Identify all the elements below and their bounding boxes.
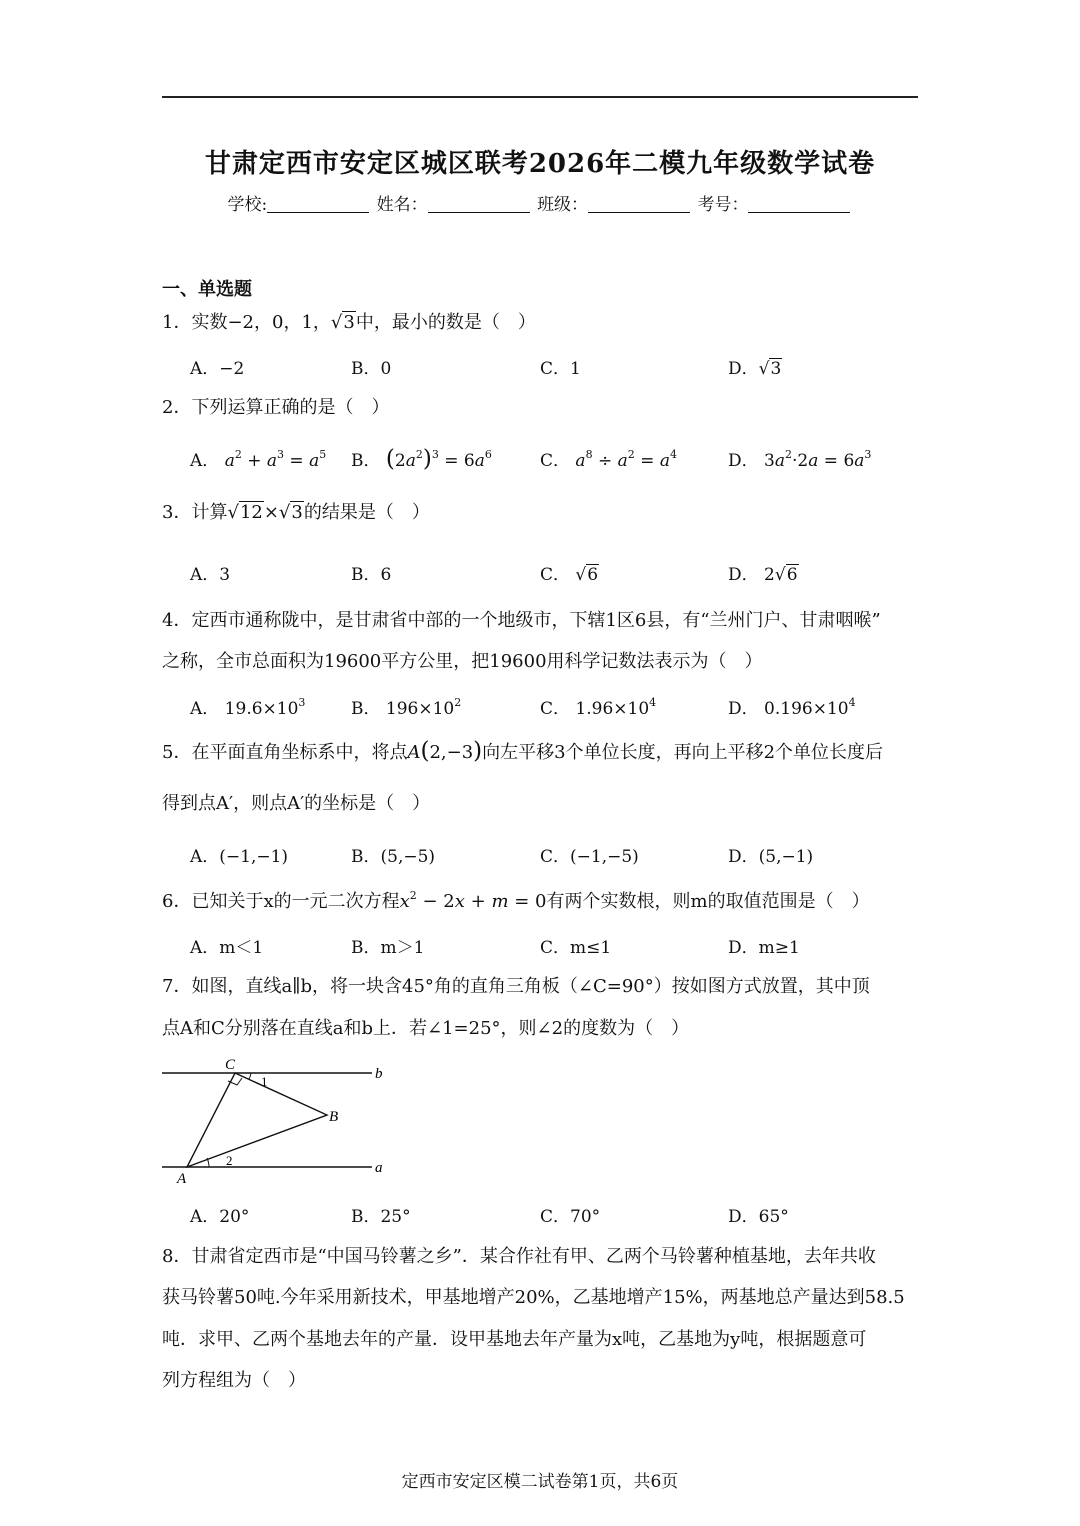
name-field[interactable] [428, 194, 530, 213]
option-b[interactable]: B． $(2a^2)^3 = 6a^6$ [351, 446, 492, 472]
option-c[interactable]: C．(−1,−5) [540, 847, 639, 867]
question-7-line-1: 7．如图，直线a∥b，将一块含45°角的直角三角板（∠C=90°）按如图方式放置，其中顶 [162, 976, 870, 997]
option-b[interactable]: B．25° [351, 1207, 411, 1227]
question-8-line-3: 吨．求甲、乙两个基地去年的产量．设甲基地去年产量为x吨，乙基地为y吨，根据题意可 [162, 1329, 867, 1350]
question-6: 6．已知关于x的一元二次方程$x^2 - 2x + m = 0$有两个实数根，则m的取值范围是（ ） [162, 889, 870, 912]
label-c: C [225, 1057, 236, 1073]
question-8-line-1: 8．甘肃省定西市是“中国马铃薯之乡”．某合作社有甲、乙两个马铃薯种植基地，去年共收 [162, 1246, 876, 1267]
exam-no-field[interactable] [748, 194, 850, 213]
question-4-line-1: 4．定西市通称陇中，是甘肃省中部的一个地级市，下辖1区6县，有“兰州门户、甘肃咽喉” [162, 610, 881, 631]
question-1 [162, 311, 536, 335]
sqrt-3: √3 [330, 312, 355, 333]
question-3 [162, 501, 430, 525]
sqrt-12-times-sqrt-3: √12×√3 [227, 502, 303, 523]
exam-title: 甘肃定西市安定区城区联考2026年二模九年级数学试卷 [204, 149, 876, 179]
option-a[interactable]: A．−2 [190, 359, 245, 379]
top-rule [162, 96, 918, 98]
question-2: 2．下列运算正确的是（ ） [162, 397, 390, 418]
question-4-line-2: 之称，全市总面积为19600平方公里，把19600用科学记数法表示为（ ） [162, 651, 763, 672]
question-text: 3．计算 [162, 502, 228, 523]
option-b[interactable]: B．(5,−5) [351, 847, 436, 867]
option-d[interactable]: D． 2√6 [728, 565, 798, 585]
angle-1-arc [249, 1073, 251, 1079]
school-field[interactable] [267, 194, 369, 213]
question-5-line-2: 得到点A′，则点A′的坐标是（ ） [162, 793, 431, 814]
question-8-line-4: 列方程组为（ ） [162, 1370, 306, 1391]
student-info-row [0, 190, 1080, 215]
option-a[interactable]: A． $a^2 + a^3 = a^5$ [190, 448, 327, 471]
page-footer: 定西市安定区模二试卷第1页，共6页 [401, 1472, 679, 1492]
question-text: 的结果是（ ） [303, 502, 430, 523]
option-d[interactable]: D．√3 [728, 359, 782, 379]
option-d[interactable]: D．65° [728, 1207, 789, 1227]
option-b[interactable]: B．m＞1 [351, 938, 425, 958]
option-d[interactable]: D．m≥1 [728, 938, 800, 958]
question-number: 1． [162, 312, 192, 333]
label-2: 2 [226, 1153, 233, 1168]
option-a[interactable]: A．(−1,−1) [190, 847, 289, 867]
question-5-line-1: 5．在平面直角坐标系中，将点A(2,−3)向左平移3个单位长度，再向上平移2个单位长度后 [162, 738, 884, 764]
label-line-a: a [375, 1160, 383, 1176]
question-7-line-2: 点A和C分别落在直线a和b上．若∠1=25°，则∠2的度数为（ ） [162, 1018, 690, 1039]
option-a[interactable]: A．20° [190, 1207, 250, 1227]
question-text: 中，最小的数是（ ） [355, 312, 536, 333]
class-field[interactable] [588, 194, 690, 213]
option-b[interactable]: B． $196\times 10^2$ [351, 696, 462, 719]
class-label: 班级： [537, 195, 589, 215]
option-a[interactable]: A．m＜1 [190, 938, 264, 958]
question-8-line-2: 获马铃薯50吨.今年采用新技术，甲基地增产20%，乙基地增产15%，两基地总产量达到58.5 [162, 1287, 905, 1308]
label-1: 1 [261, 1074, 268, 1089]
option-c[interactable]: C． √6 [540, 565, 599, 585]
option-c[interactable]: C． $1.96\times 10^4$ [540, 696, 657, 719]
section-heading: 一、单选题 [162, 279, 252, 300]
option-c[interactable]: C．1 [540, 359, 581, 379]
label-line-b: b [375, 1066, 383, 1082]
label-b-vertex: B [329, 1109, 339, 1125]
option-c[interactable]: C． $a^8 \div a^2 = a^4$ [540, 448, 677, 471]
triangle-abc [187, 1073, 327, 1167]
option-d[interactable]: D．(5,−1) [728, 847, 814, 867]
option-b[interactable]: B．6 [351, 565, 392, 585]
question-text: 实数−2，0，1， [191, 312, 331, 333]
option-a[interactable]: A． $19.6\times 10^3$ [190, 696, 306, 719]
school-label: 学校: [227, 195, 268, 215]
exam-no-label: 考号： [697, 195, 749, 215]
option-d[interactable]: D． $0.196\times 10^4$ [728, 696, 856, 719]
option-d[interactable]: D． $3a^2\cdot 2a = 6a^3$ [728, 448, 872, 471]
option-c[interactable]: C．70° [540, 1207, 601, 1227]
name-label: 姓名： [376, 195, 428, 215]
option-a[interactable]: A．3 [190, 565, 231, 585]
label-a-vertex: A [177, 1171, 187, 1187]
option-b[interactable]: B．0 [351, 359, 392, 379]
triangle-figure [150, 1050, 400, 1190]
option-c[interactable]: C．m≤1 [540, 938, 612, 958]
